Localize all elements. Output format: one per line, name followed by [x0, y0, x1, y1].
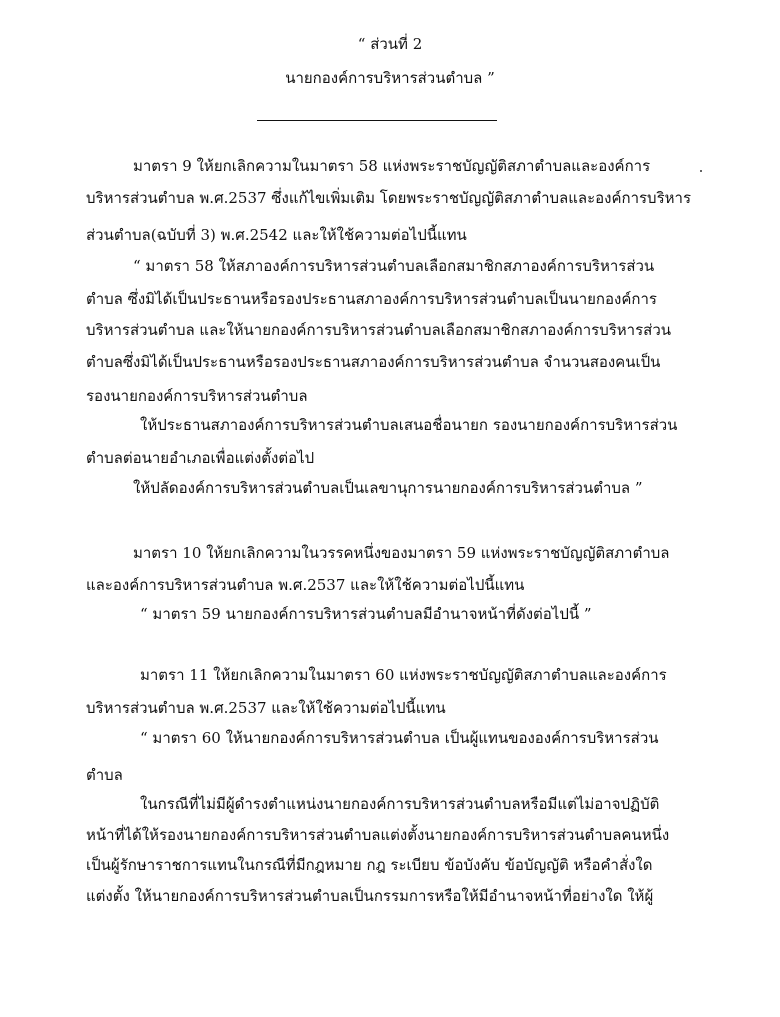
paragraph-line: ตำบล [86, 766, 123, 784]
paragraph-line: ส่วนตำบล(ฉบับที่ 3) พ.ศ.2542 และให้ใช้ความต่อไปนี้แทน [86, 226, 467, 244]
scan-speck [700, 170, 702, 172]
paragraph-line: รองนายกองค์การบริหารส่วนตำบล [86, 387, 308, 405]
paragraph-line: “ มาตรา 60 ให้นายกองค์การบริหารส่วนตำบล เป็นผู้แทนขององค์การบริหารส่วน [140, 729, 659, 747]
paragraph-line: “ มาตรา 59 นายกองค์การบริหารส่วนตำบลมีอำนาจหน้าที่ดังต่อไปนี้ ” [140, 605, 592, 623]
paragraph-line: บริหารส่วนตำบล พ.ศ.2537 ซึ่งแก้ไขเพิ่มเติม โดยพระราชบัญญัติสภาตำบลและองค์การบริหาร [86, 189, 691, 207]
paragraph-line: แต่งตั้ง ให้นายกองค์การบริหารส่วนตำบลเป็นกรรมการหรือให้มีอำนาจหน้าที่อย่างใด ให้ผู้ [86, 887, 654, 905]
section-heading: “ ส่วนที่ 2 [357, 35, 423, 53]
paragraph-line: และองค์การบริหารส่วนตำบล พ.ศ.2537 และให้ใช้ความต่อไปนี้แทน [86, 576, 525, 594]
paragraph-line: ให้ปลัดองค์การบริหารส่วนตำบลเป็นเลขานุการนายกองค์การบริหารส่วนตำบล ” [133, 479, 643, 497]
paragraph-line: ตำบลซึ่งมิได้เป็นประธานหรือรองประธานสภาองค์การบริหารส่วนตำบล จำนวนสองคนเป็น [86, 353, 661, 371]
paragraph-line: เป็นผู้รักษาราชการแทนในกรณีที่มีกฎหมาย กฎ ระเบียบ ข้อบังคับ ข้อบัญญัติ หรือคำสั่งใด [86, 856, 653, 874]
paragraph-line: ตำบล ซึ่งมิได้เป็นประธานหรือรองประธานสภาองค์การบริหารส่วนตำบลเป็นนายกองค์การ [86, 290, 657, 308]
paragraph-line: ในกรณีที่ไม่มีผู้ดำรงตำแหน่งนายกองค์การบริหารส่วนตำบลหรือมีแต่ไม่อาจปฏิบัติ [140, 795, 660, 813]
paragraph-line: ให้ประธานสภาองค์การบริหารส่วนตำบลเสนอชื่อนายก รองนายกองค์การบริหารส่วน [140, 416, 678, 434]
paragraph-line: หน้าที่ได้ให้รองนายกองค์การบริหารส่วนตำบลแต่งตั้งนายกองค์การบริหารส่วนตำบลคนหนึ่ง [86, 826, 670, 844]
paragraph-line: ตำบลต่อนายอำเภอเพื่อแต่งตั้งต่อไป [86, 449, 315, 467]
paragraph-line: “ มาตรา 58 ให้สภาองค์การบริหารส่วนตำบลเลือกสมาชิกสภาองค์การบริหารส่วน [133, 257, 655, 275]
paragraph-line: บริหารส่วนตำบล พ.ศ.2537 และให้ใช้ความต่อไปนี้แทน [86, 699, 446, 717]
paragraph-line: บริหารส่วนตำบล และให้นายกองค์การบริหารส่วนตำบลเลือกสมาชิกสภาองค์การบริหารส่วน [86, 321, 671, 339]
paragraph-line: มาตรา 9 ให้ยกเลิกความในมาตรา 58 แห่งพระราชบัญญัติสภาตำบลและองค์การ [133, 157, 651, 175]
paragraph-line: มาตรา 11 ให้ยกเลิกความในมาตรา 60 แห่งพระราชบัญญัติสภาตำบลและองค์การ [140, 666, 667, 684]
section-subheading: นายกองค์การบริหารส่วนตำบล ” [285, 69, 495, 87]
paragraph-line: มาตรา 10 ให้ยกเลิกความในวรรคหนึ่งของมาตรา 59 แห่งพระราชบัญญัติสภาตำบล [133, 544, 670, 562]
heading-divider [257, 120, 497, 121]
